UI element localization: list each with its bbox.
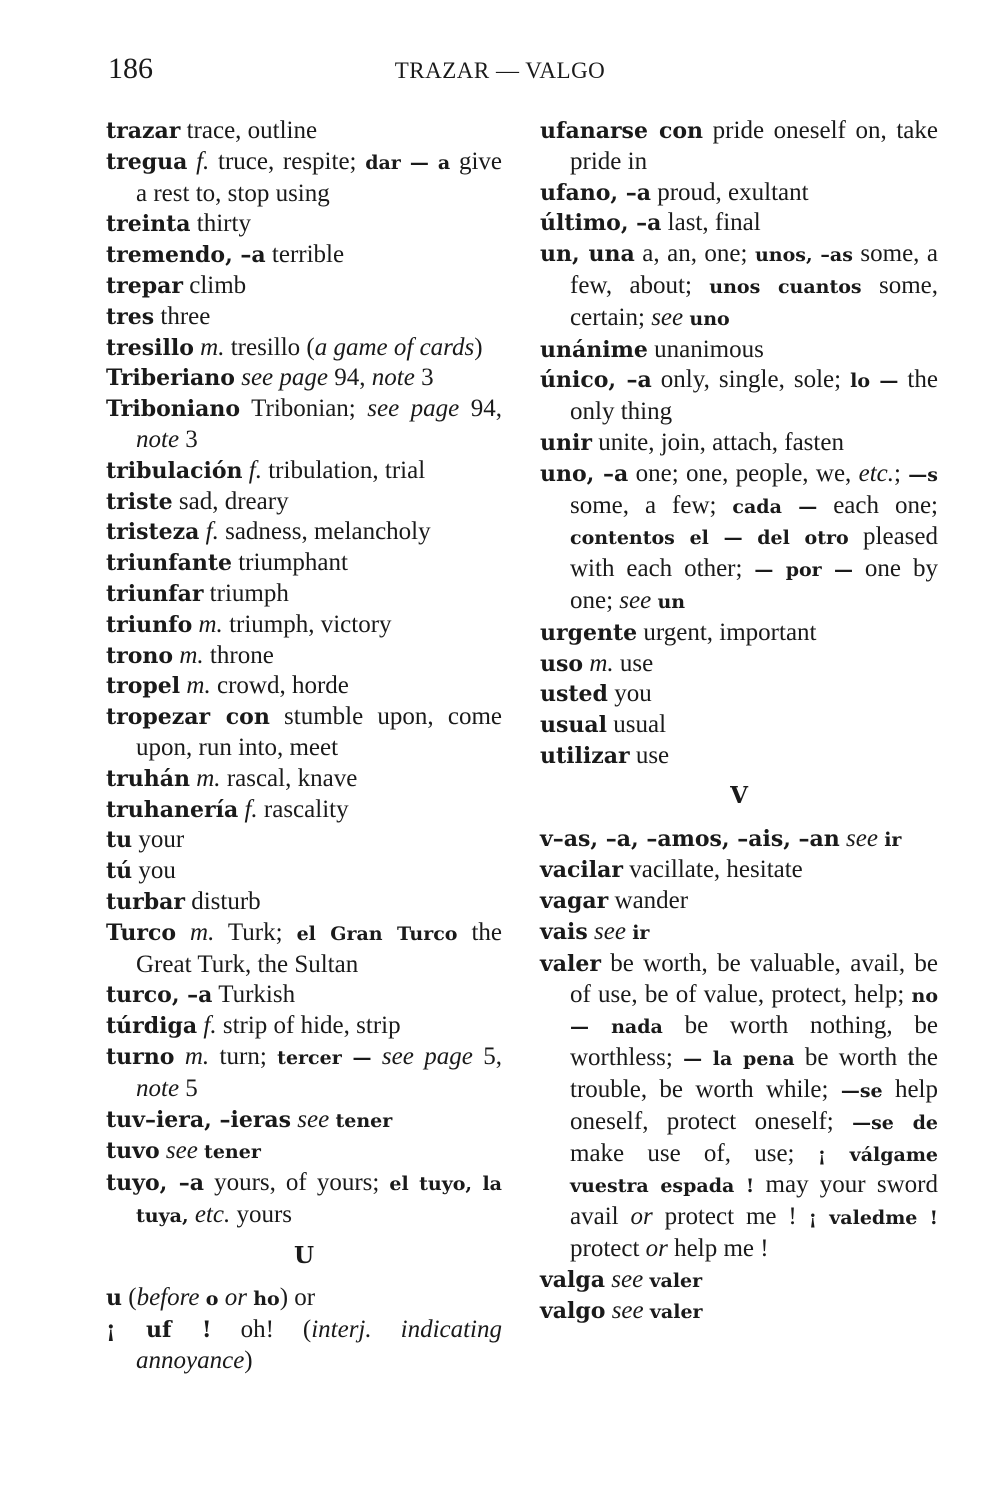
italic-text: see page — [381, 1042, 473, 1070]
headword: vacilar — [540, 857, 623, 884]
definition-text: be worth the trouble, be worth while; — [570, 1044, 938, 1103]
italic-text: or — [224, 1284, 247, 1312]
italic-text: see page — [367, 395, 460, 423]
dictionary-entry — [106, 363, 502, 394]
dictionary-entry — [540, 649, 938, 680]
definition-text: ) — [474, 333, 483, 361]
definition-text: rascality — [257, 795, 349, 823]
dictionary-entry — [540, 741, 938, 772]
phrase: dar — a — [365, 151, 451, 174]
dictionary-entry — [540, 428, 938, 459]
headword: truhanería — [106, 796, 239, 823]
definition-text: protect — [570, 1234, 646, 1262]
dictionary-entry — [106, 271, 502, 302]
definition-text: turn; — [209, 1042, 278, 1070]
phrase: ¡ valedme ! — [808, 1207, 938, 1230]
dictionary-entry — [540, 208, 938, 239]
headword: valer — [540, 950, 601, 977]
phrase: —se de — [852, 1111, 938, 1134]
dictionary-entry — [106, 302, 502, 333]
dictionary-entry — [106, 1011, 502, 1042]
definition-text: Tribonian; — [240, 395, 368, 423]
phrase: cada — — [732, 495, 818, 518]
dictionary-entry — [106, 116, 502, 147]
headword: tuyo, –a — [106, 1170, 204, 1197]
phrase: tener — [204, 1141, 261, 1164]
definition-text: thirty — [190, 210, 251, 238]
definition-text: some, a few; — [570, 491, 733, 519]
headword: triunfante — [106, 550, 232, 577]
italic-text: m. — [179, 641, 204, 669]
headword: trepar — [106, 272, 183, 299]
dictionary-entry — [106, 548, 502, 579]
dictionary-entry — [106, 487, 502, 518]
italic-text: or — [645, 1234, 668, 1262]
headword: único, –a — [540, 367, 652, 394]
phrase: lo — — [850, 370, 899, 393]
headword: tresillo — [106, 334, 194, 361]
definition-text: stumble upon, come upon, run into, meet — [136, 703, 502, 761]
headword: usual — [540, 712, 607, 739]
definition-text: you — [607, 680, 652, 708]
dictionary-entry — [540, 239, 938, 334]
definition-text: trace, outline — [180, 117, 318, 144]
phrase: o — [205, 1288, 219, 1311]
definition-text: each one; — [817, 491, 938, 519]
dictionary-entry — [540, 1296, 938, 1328]
headword: truhán — [106, 765, 190, 792]
headword: valga — [540, 1266, 606, 1293]
italic-text: m. — [196, 764, 221, 792]
definition-text: a, an, one; — [634, 240, 755, 268]
italic-text: note — [371, 364, 415, 392]
dictionary-entry — [106, 764, 502, 795]
section-letter-v: V — [730, 781, 748, 809]
definition-text: sad, dreary — [172, 487, 289, 515]
dictionary-entry — [106, 333, 502, 364]
headword: trono — [106, 642, 174, 669]
headword: un, una — [540, 241, 635, 268]
definition-text: throne — [203, 641, 274, 669]
definition-text — [174, 1043, 184, 1070]
definition-text: oh! ( — [211, 1316, 312, 1344]
definition-text: be worth, be valuable, avail, be of use, be of value, protect, help; — [570, 949, 938, 1008]
headword: túrdiga — [106, 1013, 198, 1040]
right-column — [540, 116, 938, 1328]
definition-text: triumph — [203, 579, 289, 607]
definition-text: use — [629, 741, 670, 769]
headword: último, –a — [540, 210, 662, 237]
entry-list — [540, 824, 938, 1329]
definition-text: 3 — [179, 425, 198, 453]
phrase: uno — [689, 307, 730, 330]
headword: tropezar con — [106, 704, 270, 731]
italic-text: f. — [205, 518, 219, 546]
italic-text: see — [846, 824, 878, 852]
headword: u — [106, 1285, 122, 1312]
definition-text — [187, 148, 196, 175]
dictionary-entry — [106, 825, 502, 856]
dictionary-entry — [106, 394, 502, 456]
italic-text: before — [136, 1284, 200, 1312]
definition-text: ) or — [279, 1284, 316, 1312]
dictionary-entry — [540, 710, 938, 741]
phrase: ho — [253, 1288, 280, 1311]
phrase: —se — [840, 1079, 883, 1102]
definition-text: only, single, sole; — [651, 366, 851, 394]
definition-text: the only thing — [570, 366, 938, 426]
headword: urgente — [540, 619, 638, 646]
definition-text: proud, exultant — [650, 178, 809, 206]
dictionary-entry — [106, 1042, 502, 1105]
dictionary-entry — [540, 365, 938, 428]
entry-list — [540, 116, 938, 772]
dictionary-entry — [106, 1168, 502, 1232]
definition-text: 5 — [179, 1074, 198, 1102]
definition-text: 3 — [414, 364, 434, 392]
phrase: un — [657, 590, 686, 613]
definition-text: strip of hide, strip — [216, 1012, 401, 1040]
headword: triunfo — [106, 611, 193, 638]
headword: Triberiano — [106, 365, 235, 392]
dictionary-entry — [540, 459, 938, 618]
italic-text: etc. — [858, 459, 894, 487]
definition-text: some, certain; — [570, 271, 938, 331]
definition-text: vacillate, hesitate — [623, 856, 803, 884]
dictionary-entry — [106, 918, 502, 981]
headword: treinta — [106, 211, 191, 238]
dictionary-entry — [540, 679, 938, 710]
headword: ufano, –a — [540, 179, 651, 206]
headword: usted — [540, 681, 608, 708]
italic-text: see — [594, 917, 626, 945]
phrase: valer — [649, 1301, 703, 1324]
italic-text: f. — [196, 147, 210, 175]
definition-text: may your sword avail — [570, 1171, 938, 1231]
phrase: — la pena — [683, 1048, 795, 1071]
definition-text: you — [132, 857, 176, 885]
italic-text: interj. indicating annoyance — [136, 1316, 503, 1375]
definition-text: triumph, victory — [222, 610, 392, 638]
italic-text: m. — [200, 333, 225, 361]
headword: ufanarse con — [540, 118, 704, 144]
headword: tuvo — [106, 1138, 160, 1165]
definition-text: tresillo ( — [224, 333, 315, 361]
phrase: unos, –as — [754, 244, 853, 267]
definition-text: climb — [182, 271, 247, 299]
headword: turco, –a — [106, 982, 213, 1009]
headword: tropel — [106, 673, 181, 700]
italic-text: see — [611, 1265, 644, 1293]
definition-text: make use of, use; — [570, 1139, 818, 1167]
phrase: contentos el — del otro — [570, 527, 849, 550]
definition-text: one by one; — [570, 555, 938, 614]
italic-text: note — [136, 425, 180, 453]
definition-text: crowd, horde — [210, 672, 349, 700]
headword: Triboniano — [106, 396, 241, 423]
dictionary-entry — [106, 671, 502, 702]
dictionary-entry — [106, 702, 502, 764]
dictionary-entry — [540, 1265, 938, 1297]
definition-text — [372, 1043, 382, 1070]
italic-text: see page — [241, 364, 329, 392]
italic-text: m. — [198, 610, 223, 638]
phrase: ir — [632, 921, 650, 944]
definition-text: unite, join, attach, fasten — [591, 428, 844, 456]
italic-text: see — [165, 1137, 198, 1165]
dictionary-entry — [106, 856, 502, 887]
headword: vagar — [540, 888, 609, 915]
italic-text: see — [297, 1105, 330, 1133]
definition-text: be worth nothing, be worthless; — [570, 1012, 938, 1072]
dictionary-entry — [540, 949, 938, 1265]
headword: trazar — [106, 118, 181, 144]
headword: unir — [540, 429, 592, 456]
phrase: ir — [884, 828, 902, 851]
definition-text — [176, 919, 190, 946]
italic-text: see — [651, 303, 684, 331]
italic-text: f. — [248, 456, 262, 484]
definition-text: three — [154, 302, 211, 330]
definition-text: truce, respite; — [209, 147, 366, 175]
headword: v–as, –a, –amos, –ais, –an — [540, 825, 840, 852]
definition-text: 94, — [328, 364, 372, 392]
definition-text: ( — [122, 1284, 137, 1312]
phrase: tener — [335, 1109, 393, 1132]
definition-text: use — [613, 649, 654, 677]
definition-text: the Great Turk, the Sultan — [136, 918, 503, 978]
definition-text: pleased with each other; — [570, 523, 938, 583]
dictionary-entry — [540, 618, 938, 649]
headword: ¡ uf ! — [106, 1317, 212, 1344]
headword: tribulación — [106, 457, 243, 484]
italic-text: a game of cards — [314, 333, 475, 361]
section-letter-u: U — [293, 1241, 315, 1269]
page-number: 186 — [108, 52, 153, 85]
phrase: tercer — — [277, 1046, 372, 1069]
definition-text: protect me ! — [652, 1203, 809, 1231]
dictionary-entry — [106, 1136, 502, 1168]
definition-text: unanimous — [647, 335, 764, 363]
phrase: — por — — [754, 559, 853, 582]
dictionary-entry — [540, 824, 938, 856]
italic-text: see — [611, 1297, 644, 1325]
headword: triunfar — [106, 580, 204, 607]
headword: triste — [106, 488, 173, 515]
phrase: el tuyo, la tuya, — [136, 1173, 502, 1227]
dictionary-entry — [540, 886, 938, 917]
dictionary-entry — [106, 456, 502, 487]
italic-text: f. — [244, 795, 258, 823]
definition-text: ) — [244, 1347, 253, 1375]
running-head: TRAZAR — VALGO — [394, 58, 606, 83]
definition-text: 94, — [459, 395, 503, 423]
dictionary-entry — [540, 335, 938, 366]
definition-text: ; — [894, 459, 909, 487]
definition-text: terrible — [265, 241, 345, 269]
dictionary-entry — [540, 917, 938, 949]
definition-text: rascal, knave — [220, 764, 358, 792]
definition-text: wander — [608, 887, 689, 915]
headword: utilizar — [540, 742, 630, 769]
phrase: unos cuantos — [709, 275, 862, 298]
dictionary-entry — [106, 147, 502, 210]
dictionary-entry — [106, 517, 502, 548]
definition-text: disturb — [184, 887, 261, 915]
italic-text: see — [619, 586, 652, 614]
headword: uno, –a — [540, 460, 629, 487]
dictionary-entry — [106, 1315, 502, 1377]
italic-text: m. — [186, 672, 211, 700]
headword: turbar — [106, 888, 185, 915]
dictionary-entry — [540, 116, 938, 178]
headword: tuv–iera, –ieras — [106, 1106, 292, 1133]
dictionary-entry — [106, 887, 502, 918]
dictionary-entry — [106, 1105, 502, 1137]
headword: tú — [106, 858, 133, 885]
headword: tregua — [106, 148, 188, 175]
definition-text: 5, — [472, 1042, 502, 1070]
definition-text: yours, of yours; — [204, 1169, 390, 1197]
definition-text: help me ! — [667, 1234, 769, 1262]
definition-text: last, final — [661, 209, 761, 237]
left-column — [106, 116, 502, 1377]
phrase: no — nada — [570, 984, 938, 1039]
italic-text: or — [630, 1203, 653, 1231]
dictionary-entry — [106, 980, 502, 1011]
phrase: el Gran Turco — [296, 922, 458, 945]
headword: tristeza — [106, 519, 200, 546]
italic-text: note — [136, 1074, 180, 1102]
italic-text: m. — [184, 1042, 210, 1070]
definition-text: Turkish — [212, 981, 296, 1009]
definition-text: help oneself, protect oneself; — [570, 1075, 938, 1135]
definition-text: usual — [607, 711, 667, 739]
definition-text: some, a few, about; — [570, 240, 938, 299]
italic-text: etc. — [194, 1200, 231, 1228]
definition-text: your — [132, 826, 185, 854]
headword: tremendo, –a — [106, 242, 266, 269]
dictionary-entry — [540, 178, 938, 209]
headword: tu — [106, 827, 133, 854]
dictionary-entry — [106, 795, 502, 826]
headword: valgo — [540, 1298, 606, 1325]
definition-text: Turk; — [214, 918, 297, 946]
headword: vais — [540, 918, 588, 945]
dictionary-entry — [106, 641, 502, 672]
italic-text: m. — [589, 649, 614, 677]
headword: Turco — [106, 919, 177, 946]
phrase: valer — [649, 1269, 703, 1292]
definition-text: pride oneself on, take pride in — [570, 117, 938, 175]
definition-text: triumphant — [231, 549, 348, 577]
dictionary-entry — [106, 579, 502, 610]
definition-text: urgent, important — [637, 618, 817, 646]
entry-list — [106, 1283, 502, 1376]
headword: tres — [106, 303, 155, 330]
italic-text: f. — [203, 1012, 217, 1040]
dictionary-entry — [106, 209, 502, 240]
dictionary-entry — [106, 610, 502, 641]
headword: turno — [106, 1043, 175, 1070]
definition-text: tribulation, trial — [261, 456, 426, 484]
italic-text: m. — [190, 918, 215, 946]
dictionary-entry — [540, 855, 938, 886]
phrase: ¡ válgame vuestra espada ! — [570, 1143, 939, 1198]
definition-text: give a rest to, stop using — [136, 147, 502, 207]
entry-list — [106, 116, 502, 1232]
definition-text: yours — [230, 1200, 293, 1228]
headword: uso — [540, 650, 584, 677]
dictionary-entry — [106, 1283, 502, 1315]
phrase: —s — [908, 463, 938, 486]
dictionary-entry — [106, 240, 502, 271]
definition-text: sadness, melancholy — [218, 518, 431, 546]
headword: unánime — [540, 336, 648, 363]
definition-text: one; one, people, we, — [628, 459, 859, 487]
